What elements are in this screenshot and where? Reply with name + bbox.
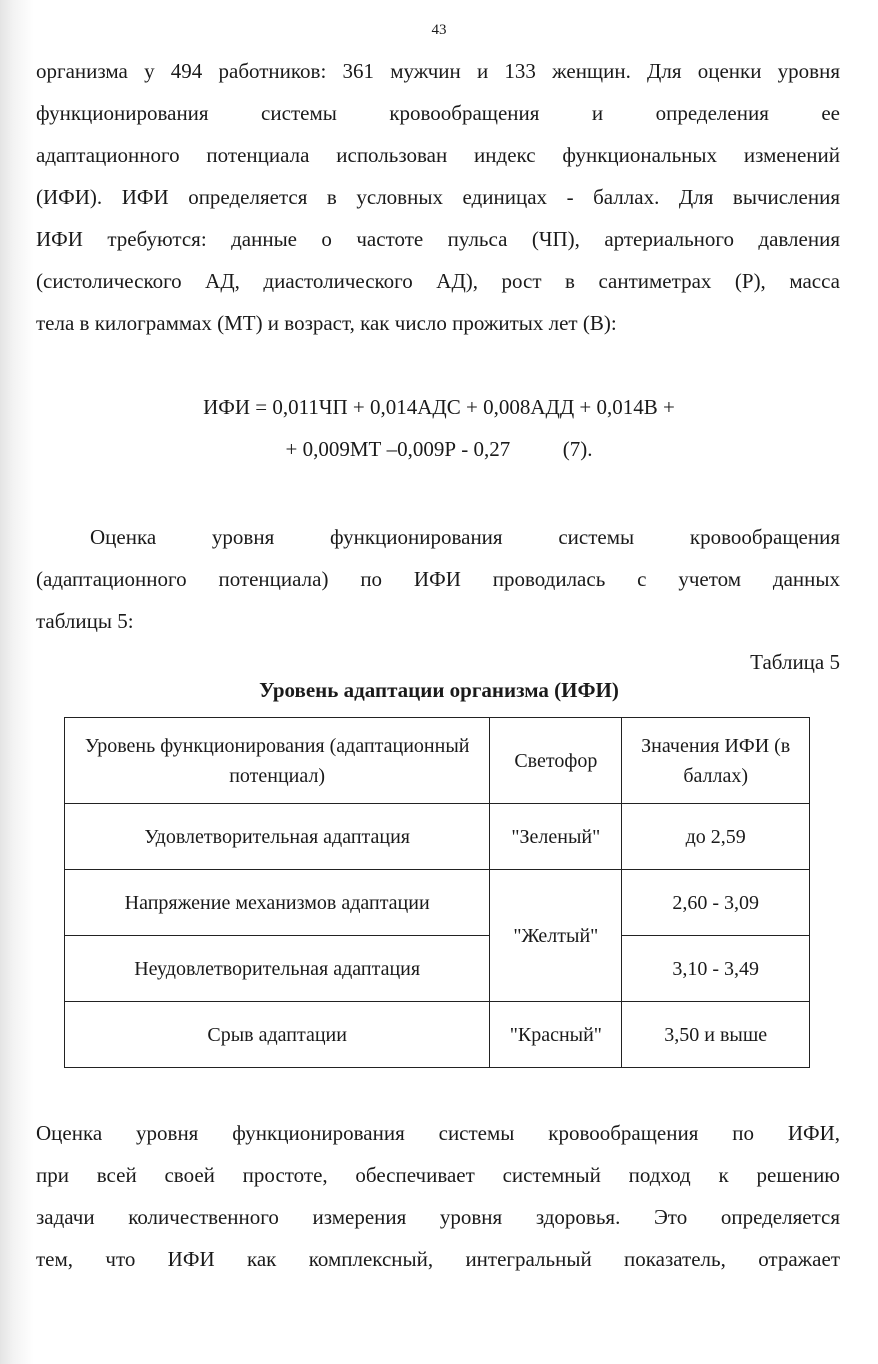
adaptation-table — [64, 717, 810, 1068]
text-line: при всей своей простоте, обеспечивает системный подход к решению — [36, 1163, 840, 1187]
cell-level: Неудовлетворительная адаптация — [65, 936, 490, 1002]
text-line: (адаптационного потенциала) по ИФИ проводилась с учетом данных — [36, 567, 840, 591]
text-line: (систолического АД, диастолического АД), рост в сантиметрах (Р), масса — [36, 269, 840, 293]
page-number: 43 — [431, 22, 447, 38]
table-label: Таблица 5 — [750, 650, 840, 674]
formula-line-1: ИФИ = 0,011ЧП + 0,014АДС + 0,008АДД + 0,014В + — [203, 395, 675, 419]
table-row — [65, 936, 810, 1002]
header-light: Светофор — [490, 718, 622, 804]
text-line: адаптационного потенциала использован индекс функциональных изменений — [36, 143, 840, 167]
text-line: задачи количественного измерения уровня здоровья. Это определяется — [36, 1205, 840, 1229]
text-line: тем, что ИФИ как комплексный, интегральный показатель, отражает — [36, 1247, 840, 1271]
cell-level: Удовлетворительная адаптация — [65, 804, 490, 870]
cell-light: "Желтый" — [490, 870, 622, 1002]
header-level: Уровень функционирования (адаптационный потенциал) — [65, 718, 490, 804]
cell-level: Напряжение механизмов адаптации — [65, 870, 490, 936]
table-header-row — [65, 718, 810, 804]
table-row — [65, 870, 810, 936]
text-line: таблицы 5: — [36, 609, 134, 633]
cell-value: 3,50 и выше — [622, 1002, 810, 1068]
text-line: организма у 494 работников: 361 мужчин и 133 женщин. Для оценки уровня — [36, 59, 840, 83]
cell-level: Срыв адаптации — [65, 1002, 490, 1068]
cell-value: до 2,59 — [622, 804, 810, 870]
cell-light: "Зеленый" — [490, 804, 622, 870]
text-line: Оценка уровня функционирования системы кровообращения по ИФИ, — [36, 1121, 840, 1145]
cell-value: 3,10 - 3,49 — [622, 936, 810, 1002]
cell-value: 2,60 - 3,09 — [622, 870, 810, 936]
text-line: (ИФИ). ИФИ определяется в условных единицах - баллах. Для вычисления — [36, 185, 840, 209]
text-line: ИФИ требуются: данные о частоте пульса (ЧП), артериального давления — [36, 227, 840, 251]
text-line: Оценка уровня функционирования системы кровообращения — [90, 525, 840, 549]
text-line: функционирования системы кровообращения и определения ее — [36, 101, 840, 125]
formula-line-2: + 0,009МТ –0,009Р - 0,27 (7). — [285, 437, 593, 461]
table-row — [65, 804, 810, 870]
table-title: Уровень адаптации организма (ИФИ) — [259, 678, 619, 702]
table-row — [65, 1002, 810, 1068]
text-line: тела в килограммах (МТ) и возраст, как число прожитых лет (В): — [36, 311, 617, 335]
header-value: Значения ИФИ (в баллах) — [622, 718, 810, 804]
cell-light: "Красный" — [490, 1002, 622, 1068]
